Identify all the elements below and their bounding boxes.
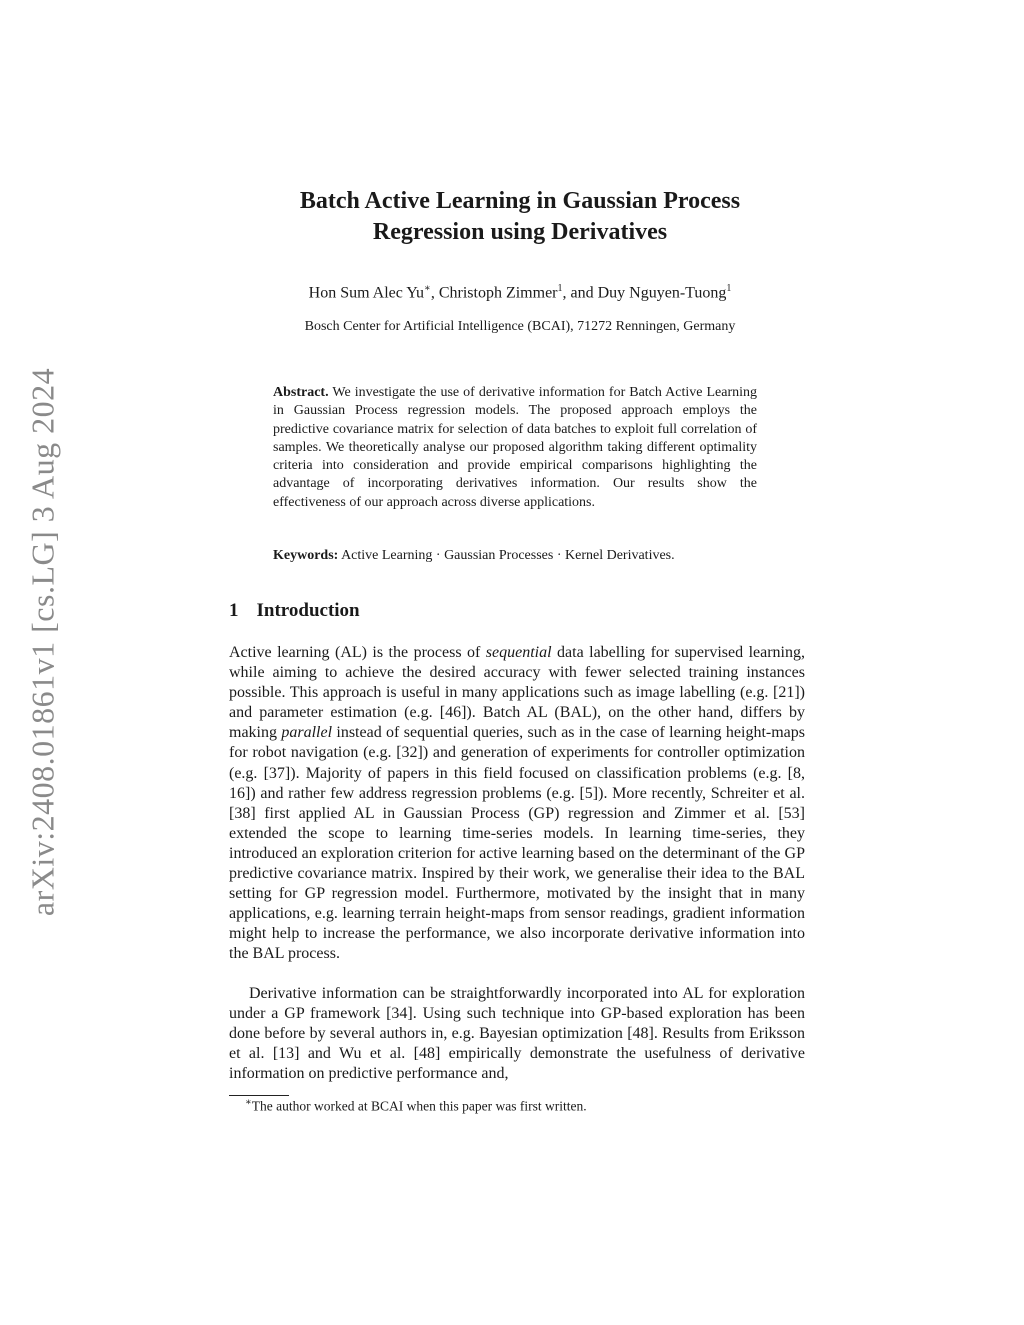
- author-name: Duy Nguyen-Tuong: [597, 284, 727, 302]
- paragraph-text: data labelling for supervised learning, while aiming to achieve the desired accuracy with fewer selected training instances possible. This approach is useful in many applications such as image labelling (e.g. [21]) and parameter estimation (e.g. [46]). Batch AL (BAL), on the other hand, differs by making: [229, 644, 805, 742]
- keywords-label: Keywords:: [273, 548, 339, 563]
- footnote-rule: [229, 1095, 289, 1096]
- author-affiliation-mark: 1: [726, 283, 732, 294]
- paragraph-text: instead of sequential queries, such as in the case of learning height-maps for robot navigation (e.g. [32]) and generation of experiments for controller optimization (e.g. [37]). Majority of papers in this field focused on classification problems (e.g. [8, 16]) and rather few address regression problems (e.g. [5]). More recently, Schreiter et al. [38] first applied AL in Gaussian Process (GP) regression and Zimmer et al. [53] extended the scope to learning time-series models. In learning time-series, they introduced an exploration criterion for active learning based on the determinant of the GP predictive covariance matrix. Inspired by their work, we generalise their idea to the BAL setting for GP regression model. Furthermore, motivated by the insight that in many applications, e.g. learning terrain height-maps from sensor readings, gradient information might help to increase the performance, we also incorporate derivative information into the BAL process.: [229, 724, 805, 963]
- footnote-text: The author worked at BCAI when this paper was first written.: [251, 1098, 587, 1114]
- abstract: [273, 384, 757, 512]
- keywords-text: Active Learning · Gaussian Processes · Kernel Derivatives.: [341, 548, 675, 563]
- paper-title: [230, 186, 810, 248]
- title-line-1: Batch Active Learning in Gaussian Process: [299, 188, 741, 214]
- affiliation: Bosch Center for Artificial Intelligence (BCAI), 71272 Renningen, Germany: [304, 319, 736, 334]
- author-affiliation-mark: 1: [557, 283, 563, 294]
- author-separator: , and: [562, 284, 598, 302]
- paragraph-text: Active learning (AL) is the process of: [229, 644, 486, 661]
- abstract-text: We investigate the use of derivative information for Batch Active Learning in Gaussian Process regression models. The proposed approach employs the predictive covariance matrix for selection of data batches to exploit full correlation of samples. We theoretically analyse our proposed algorithm taking different optimality criteria into consideration and provide empirical comparisons highlighting the advantage of incorporating derivatives information. Our results show the effectiveness of our approach across diverse applications.: [273, 385, 757, 510]
- intro-paragraph-2: Derivative information can be straightforwardly incorporated into AL for exploration under a GP framework [34]. Using such technique into GP-based exploration has been done before by several authors in, e.g. Bayesian optimization [48]. Results from Eriksson et al. [13] and Wu et al. [48] empirically demonstrate the usefulness of derivative information on predictive performance and,: [229, 985, 805, 1083]
- author-name: Hon Sum Alec Yu: [308, 284, 425, 302]
- keywords: [273, 548, 757, 564]
- author-list: [230, 283, 810, 302]
- section-title: Introduction: [256, 600, 360, 621]
- section-number: 1: [229, 600, 239, 621]
- author-separator: ,: [430, 284, 439, 302]
- abstract-label: Abstract.: [273, 385, 329, 400]
- title-line-2: Regression using Derivatives: [372, 219, 668, 245]
- footnote-mark: ∗: [245, 1097, 252, 1108]
- footnote: [245, 1097, 587, 1115]
- author-name: Christoph Zimmer: [438, 284, 558, 302]
- emphasis-text: parallel: [281, 724, 333, 742]
- intro-paragraph-1: [229, 643, 805, 965]
- emphasis-text: sequential: [485, 644, 552, 661]
- author-footnote-mark: ∗: [424, 283, 431, 294]
- section-heading: [229, 600, 360, 622]
- arxiv-identifier: arXiv:2408.01861v1 [cs.LG] 3 Aug 2024: [24, 367, 61, 917]
